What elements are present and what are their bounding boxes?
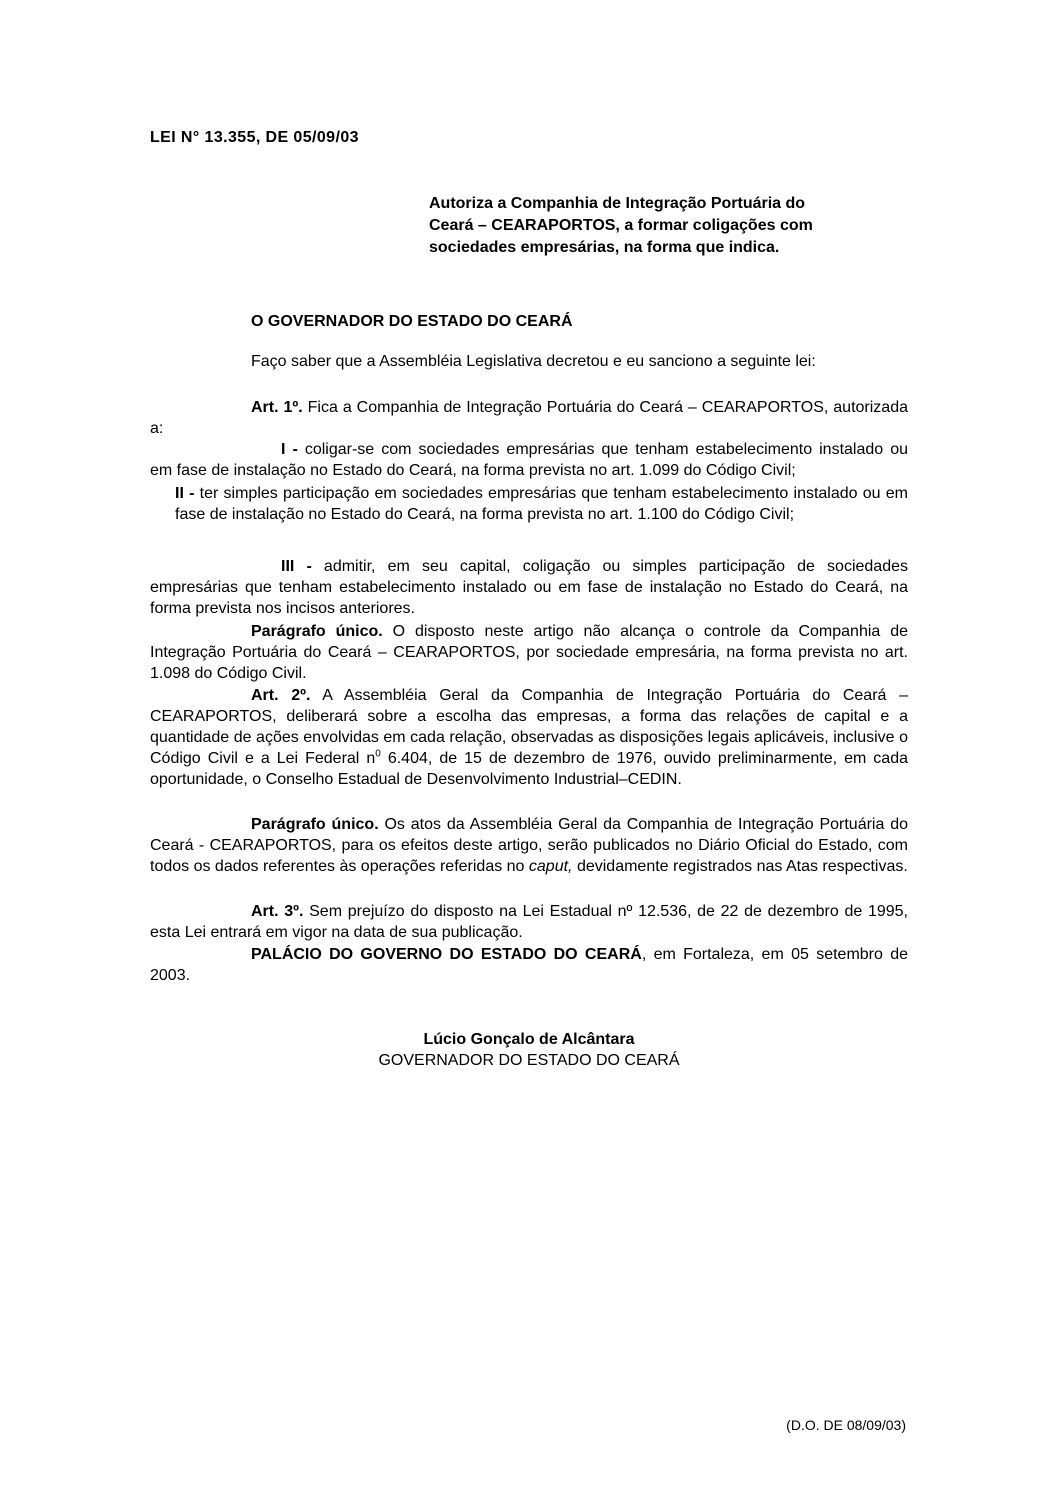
inciso-3-text: admitir, em seu capital, coligação ou simples participação de sociedades empresárias que tenham estabelecimento instalado ou em fase de instalação no Estado do Ceará, na forma prevista nos incisos anteriores. xyxy=(150,558,909,617)
inciso-1 xyxy=(150,439,908,481)
inciso-2-text: ter simples participação em sociedades empresárias que tenham estabelecimento instalado ou em fase de instalação no Estado do Ceará, na forma prevista no art. 1.100 do Código Civil; xyxy=(175,485,908,523)
inciso-1-label: I - xyxy=(281,441,298,458)
article-2-text: A Assembléia Geral da Companhia de Integração Portuária do Ceará – CEARAPORTOS, deliberará sobre a escolha das empresas, a forma das relações de capital e a quantidade de ações envolvidas em cada relação, observadas as disposições legais aplicáveis, inclusive o Código Civil e a Lei Federal n xyxy=(150,687,909,767)
signature-role: GOVERNADOR DO ESTADO DO CEARÁ xyxy=(378,1052,680,1069)
ementa-line: sociedades empresárias, na forma que indica. xyxy=(429,239,780,256)
closing-paragraph xyxy=(150,944,908,986)
paragrafo-1-text: O disposto neste artigo não alcança o controle da Companhia de Integração Portuária do Ceará – CEARAPORTOS, por sociedade empresária, na forma prevista no art. 1.098 do Código Civil. xyxy=(150,623,909,682)
preamble: Faço saber que a Assembléia Legislativa decretou e eu sanciono a seguinte lei: xyxy=(251,353,816,370)
article-3-text: Sem prejuízo do disposto na Lei Estadual nº 12.536, de 22 de dezembro de 1995, esta Lei entrará em vigor na data de sua publicação. xyxy=(150,903,908,941)
article-1 xyxy=(150,397,908,439)
paragrafo-2-text-cont: devidamente registrados nas Atas respectivas. xyxy=(572,858,908,875)
paragrafo-unico-1 xyxy=(150,621,908,684)
law-title: LEI N° 13.355, DE 05/09/03 xyxy=(150,129,359,146)
inciso-2 xyxy=(175,483,908,525)
inciso-3-label: III - xyxy=(281,558,312,575)
inciso-3 xyxy=(150,556,908,619)
signature-name: Lúcio Gonçalo de Alcântara xyxy=(423,1031,635,1048)
article-2-text-cont: 6.404, de 15 de dezembro de 1976, ouvido preliminarmente, em cada oportunidade, o Conselho Estadual de Desenvolvimento Industrial–CEDIN. xyxy=(150,750,908,788)
ementa-line: Autoriza a Companhia de Integração Portuária do xyxy=(429,195,806,212)
inciso-1-text: coligar-se com sociedades empresárias que tenham estabelecimento instalado ou em fase de instalação no Estado do Ceará, na forma prevista no art. 1.099 do Código Civil; xyxy=(150,441,908,479)
article-2 xyxy=(150,685,908,790)
article-1-label: Art. 1º. xyxy=(251,399,303,416)
article-3 xyxy=(150,901,908,943)
article-3-label: Art. 3º. xyxy=(251,903,304,920)
publication-reference: (D.O. DE 08/09/03) xyxy=(786,1417,906,1433)
article-2-superscript: 0 xyxy=(375,748,381,760)
ementa-line: Ceará – CEARAPORTOS, a formar coligações com xyxy=(429,217,813,234)
paragrafo-2-label: Parágrafo único. xyxy=(251,816,379,833)
closing-label: PALÁCIO DO GOVERNO DO ESTADO DO CEARÁ xyxy=(251,946,642,963)
paragrafo-1-label: Parágrafo único. xyxy=(251,623,383,640)
paragrafo-2-italic: caput, xyxy=(528,858,573,875)
closing-text: , em Fortaleza, em 05 setembro de 2003. xyxy=(150,946,909,984)
article-1-text: Fica a Companhia de Integração Portuária do Ceará – CEARAPORTOS, autorizada a: xyxy=(150,399,909,437)
paragrafo-2-text: Os atos da Assembléia Geral da Companhia de Integração Portuária do Ceará - CEARAPORTOS, para os efeitos deste artigo, serão publicados no Diário Oficial do Estado, com todos os dados referentes às operações referidas no xyxy=(150,816,909,875)
inciso-2-label: II - xyxy=(175,485,195,502)
ementa xyxy=(429,193,899,259)
paragrafo-unico-2 xyxy=(150,814,908,877)
article-2-label: Art. 2º. xyxy=(251,687,311,704)
governor-heading: O GOVERNADOR DO ESTADO DO CEARÁ xyxy=(251,313,573,330)
